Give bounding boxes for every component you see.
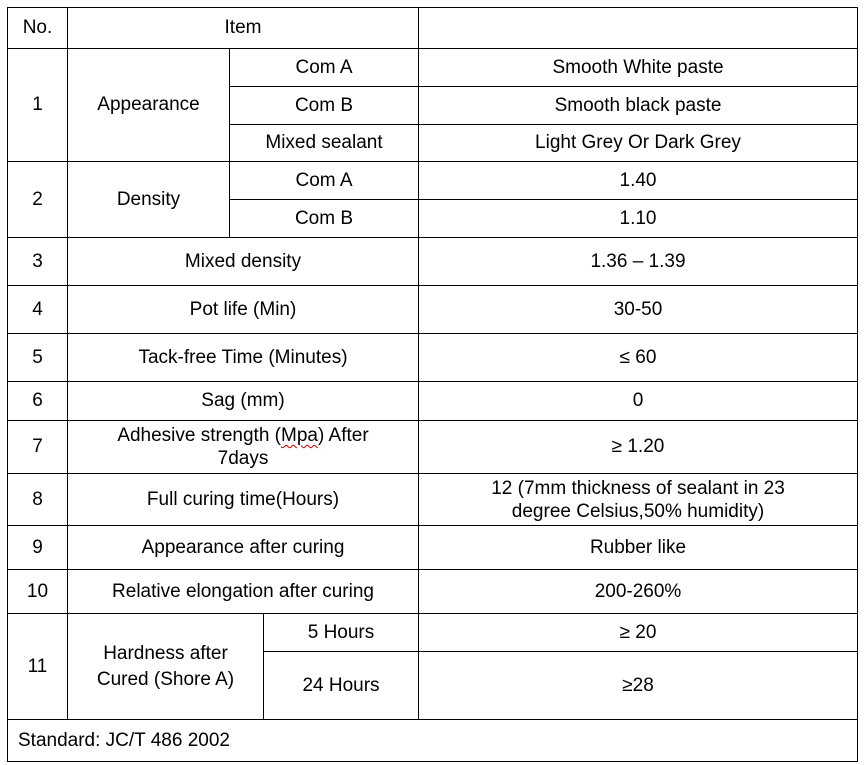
row-2-no: 2 <box>32 188 43 210</box>
row-1-sub-3-value: Light Grey Or Dark Grey <box>535 132 741 153</box>
row-7-item-line-2: 7days <box>217 448 269 469</box>
row-11-sub-2-value: ≥28 <box>622 674 654 696</box>
row-6-item: Sag (mm) <box>201 390 285 411</box>
row-8-no: 8 <box>32 488 43 510</box>
row-9-value: Rubber like <box>589 536 687 558</box>
row-3-no: 3 <box>32 250 43 272</box>
row-6-no: 6 <box>32 390 43 411</box>
row-7-value: ≥ 1.20 <box>611 436 665 457</box>
row-11-sub-2-label: 24 Hours <box>302 674 380 696</box>
header-no: No. <box>22 17 53 38</box>
row-9-no: 9 <box>32 536 43 558</box>
row-8-value <box>419 474 857 525</box>
row-1-no: 1 <box>32 94 43 115</box>
spelling-underline: Mpa <box>281 425 318 446</box>
row-3-item: Mixed density <box>184 250 302 272</box>
row-10-value: 200-260% <box>594 580 682 602</box>
row-11-sub-1-label: 5 Hours <box>307 621 375 643</box>
standard-note: Standard: JC/T 486 2002 <box>18 729 230 751</box>
row-5-value: ≤ 60 <box>619 346 657 368</box>
row-4-value: 30-50 <box>613 298 663 320</box>
row-2-sub-1-value: 1.40 <box>619 169 657 191</box>
row-2-sub-2-label: Com B <box>294 207 354 229</box>
row-4-item: Pot life (Min) <box>189 298 297 320</box>
row-2-sub-2-value: 1.10 <box>619 207 657 229</box>
row-7-item <box>68 421 418 473</box>
row-1-sub-3-label: Mixed sealant <box>265 132 383 153</box>
row-11-no: 11 <box>27 655 48 677</box>
row-5-item: Tack-free Time (Minutes) <box>138 346 348 368</box>
row-11-item-line-2: Cured (Shore A) <box>96 668 235 690</box>
row-11-sub-1-value: ≥ 20 <box>619 621 657 643</box>
row-4-no: 4 <box>32 298 43 320</box>
row-8-item: Full curing time(Hours) <box>146 488 340 510</box>
row-5-no: 5 <box>32 346 43 368</box>
row-11-item-line-1: Hardness after <box>103 642 228 664</box>
row-6-value: 0 <box>632 390 644 411</box>
row-1-sub-1-label: Com A <box>295 56 353 78</box>
row-8-value-line-2: degree Celsius,50% humidity) <box>511 500 765 522</box>
row-9-item: Appearance after curing <box>141 536 345 558</box>
row-2-item: Density <box>116 188 181 210</box>
row-1-item: Appearance <box>97 94 200 115</box>
header-item: Item <box>224 17 262 38</box>
row-10-item: Relative elongation after curing <box>112 580 374 602</box>
row-1-sub-1-value: Smooth White paste <box>552 56 724 78</box>
row-1-sub-2-label: Com B <box>294 94 354 116</box>
row-1-sub-2-value: Smooth black paste <box>554 94 722 116</box>
row-3-value: 1.36 – 1.39 <box>590 250 686 272</box>
row-11-item <box>68 614 263 719</box>
row-7-no: 7 <box>32 436 43 457</box>
header-value <box>419 8 857 48</box>
row-10-no: 10 <box>26 580 49 602</box>
row-2-sub-1-label: Com A <box>295 169 353 191</box>
row-8-value-line-1: 12 (7mm thickness of sealant in 23 <box>491 477 785 499</box>
row-7-item-line-1: Adhesive strength (Mpa) After <box>117 425 369 446</box>
